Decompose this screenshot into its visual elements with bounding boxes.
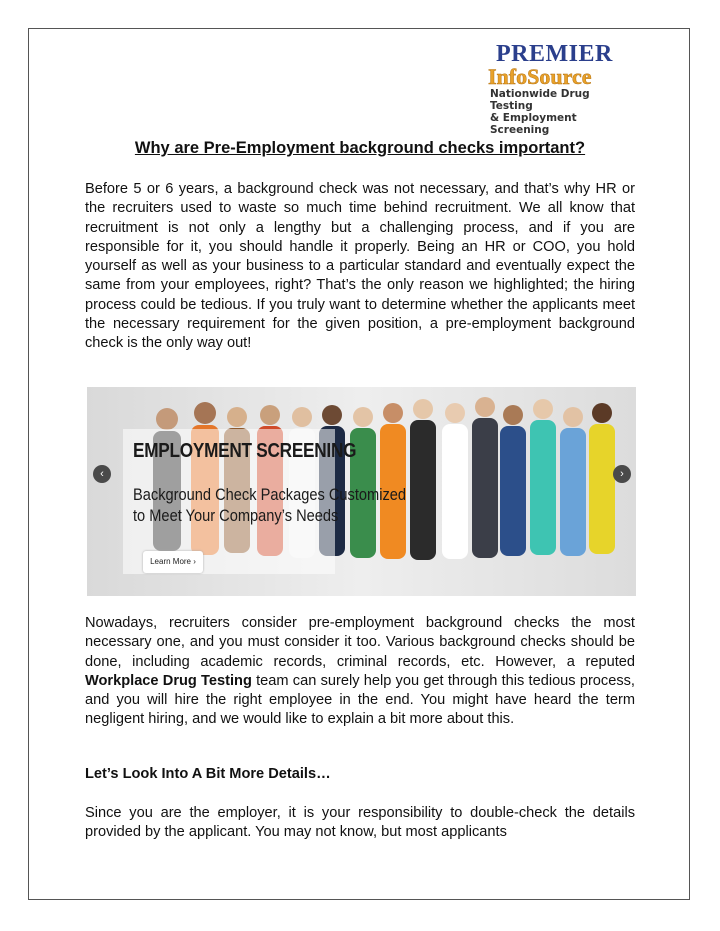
paragraph-recruiters-end: team can surely help you get through this tedious process, and you will hire the right employee in the end. You might have heard the term negligent hiring, and we would like to explain a bit more about this. <box>85 672 635 728</box>
learn-more-button[interactable]: Learn More › <box>143 551 203 573</box>
banner-title: EMPLOYMENT SCREENING <box>133 440 357 462</box>
carousel-next-icon[interactable]: › <box>613 465 631 483</box>
paragraph-recruiters <box>85 614 635 730</box>
logo-tagline-1: Nationwide Drug Testing <box>490 88 590 112</box>
paragraph-recruiters-start: Nowadays, recruiters consider pre-employment background checks the most necessary one, and you must consider it too. Various background checks should be done, including academic records, criminal records, etc. However, a reputed <box>85 615 635 670</box>
paragraph-intro: Before 5 or 6 years, a background check was not necessary, and that’s why HR or the recruiters used to waste so much time behind recruitment. We all know that recruitment is not only a lengthy but a challenging process, and if you are responsible for it, you should handle it properly. Being an HR or COO, you hold yourself as well as your business to a particular standard and eventually expect the same from your employees, right? That’s the only reason we highlighted; the hiring process could be tedious. If you truly want to determine whether the applicants meet the necessary requirement for the given position, a pre-employment background check is the only way out! <box>85 181 635 352</box>
logo-line-infosource: InfoSource <box>488 64 592 89</box>
premier-infosource-logo <box>486 41 636 136</box>
paragraph-employer: Since you are the employer, it is your responsibility to double-check the details provided by the applicant. You may not know, but most applicants <box>85 805 635 841</box>
logo-line-premier: PREMIER <box>496 41 613 67</box>
page-title: Why are Pre-Employment background checks important? <box>134 139 586 157</box>
section-heading-details: Let’s Look Into A Bit More Details… <box>85 766 331 782</box>
banner-subtitle: Background Check Packages Customized to Meet Your Company’s Needs <box>133 485 407 525</box>
logo-tagline-2: & Employment Screening <box>490 112 577 136</box>
workplace-drug-testing-highlight: Workplace Drug Testing <box>85 672 252 689</box>
employment-screening-banner[interactable] <box>87 387 636 596</box>
carousel-prev-icon[interactable]: ‹ <box>93 465 111 483</box>
